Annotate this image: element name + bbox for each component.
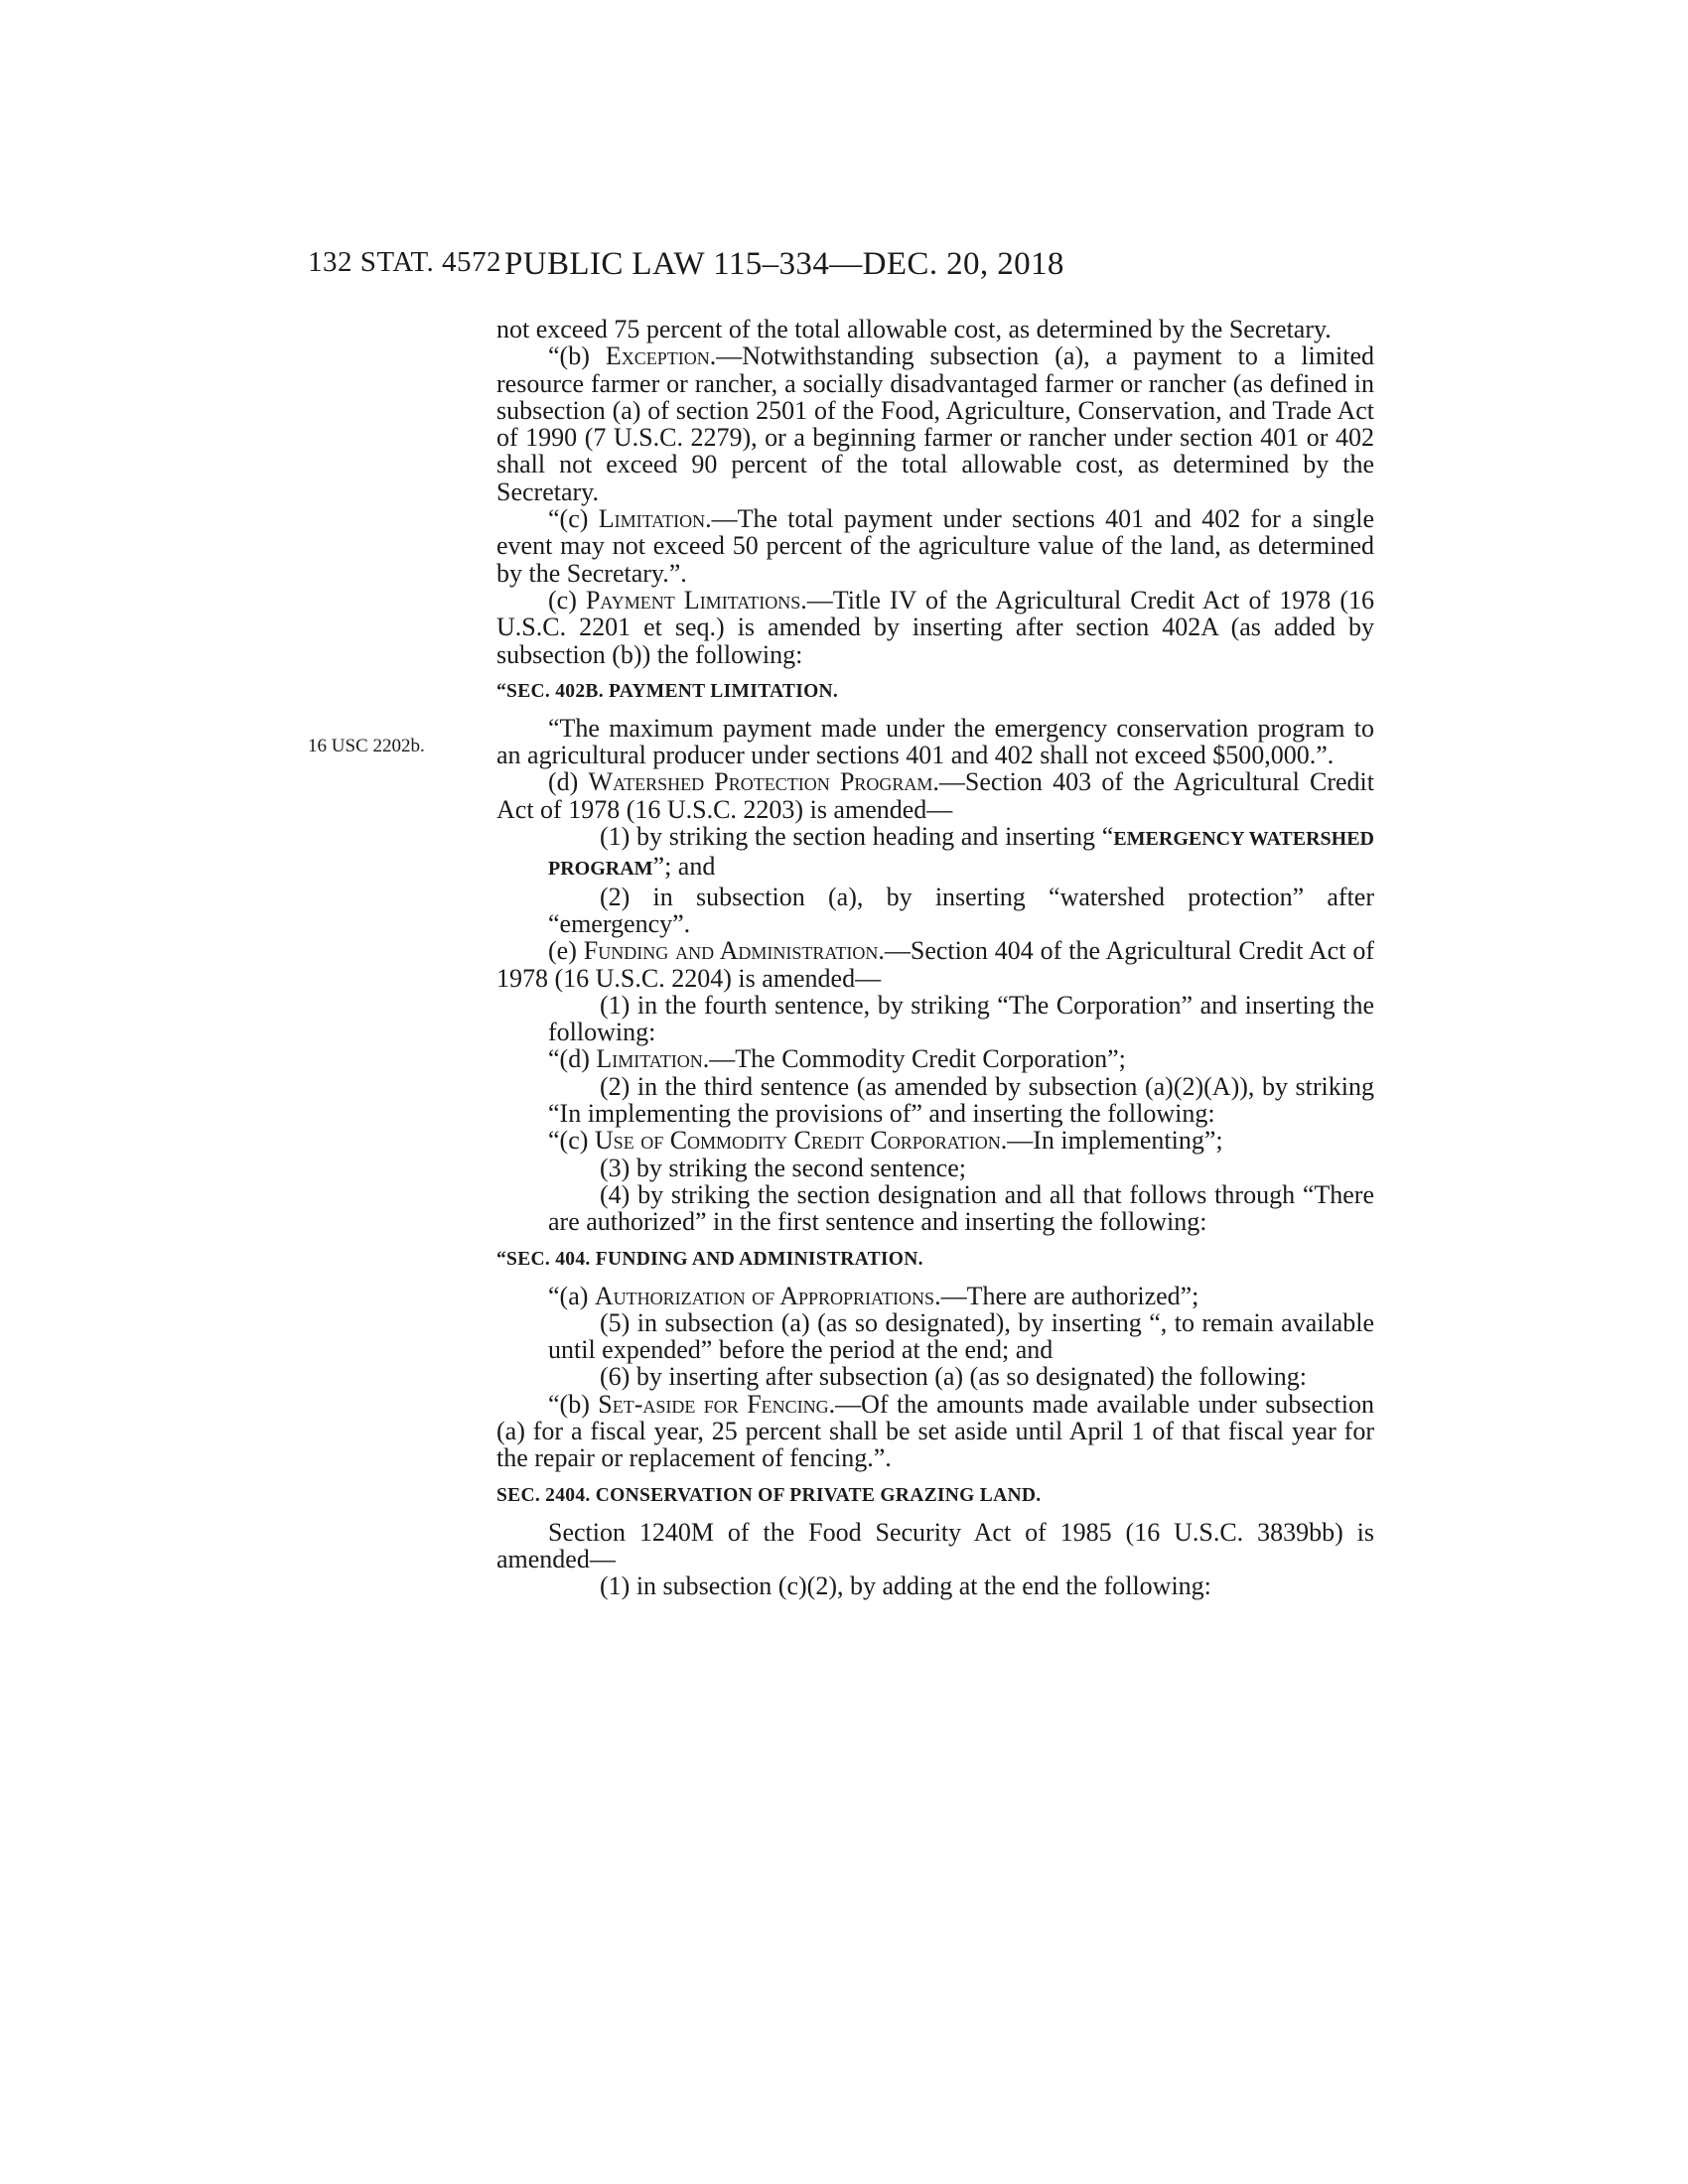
quoted-subsection-c: “(c) Use of Commodity Credit Corporation.—In implementing”; xyxy=(548,1126,1223,1156)
subsection-d-watershed: (d) Watershed Protection Program.—Section 403 of the Agricultural Credit Act of 1978 (16 U.S.C. 2203) is amended— xyxy=(496,767,1374,824)
inserted-heading: EMERGENCY WATERSHED PROGRAM xyxy=(548,828,1375,881)
subsection-heading: Limitation xyxy=(596,1044,703,1074)
subsection-c-limitation: “(c) Limitation.—The total payment under sections 401 and 402 for a single event may not exceed 50 percent of the agriculture value of the land, as determined by the Secretary.”. xyxy=(496,504,1375,588)
subsection-heading: Funding and Administration xyxy=(583,936,879,966)
paragraph-item: (2) in subsection (a), by inserting “watershed protection” after “emergency”. xyxy=(548,882,1374,938)
paragraph-item: (3) by striking the second sentence; xyxy=(600,1153,966,1182)
subsection-e-funding: (e) Funding and Administration.—Section 404 of the Agricultural Credit Act of 1978 (16 U.S.C. 2204) is amended— xyxy=(496,936,1374,993)
section-heading-2404: SEC. 2404. CONSERVATION OF PRIVATE GRAZING LAND. xyxy=(496,1484,1042,1506)
subsection-heading: Exception xyxy=(605,341,710,371)
paragraph-item: (2) in the third sentence (as amended by subsection (a)(2)(A)), by striking “In implementing the provisions of” and inserting the following: xyxy=(548,1071,1374,1129)
subsection-heading: Authorization of Appropriations xyxy=(594,1281,935,1310)
page-header xyxy=(308,246,1390,286)
paragraph: Section 1240M of the Food Security Act of 1985 (16 U.S.C. 3839bb) is amended— xyxy=(496,1517,1374,1573)
paragraph-item: (1) by striking the section heading and inserting “EMERGENCY WATERSHED PROGRAM”; and xyxy=(548,822,1375,882)
subsection-c-payment-limitations: (c) Payment Limitations.—Title IV of the Agricultural Credit Act of 1978 (16 U.S.C. 2201 et seq.) is amended by inserting after section 402A (as added by subsection (b)) the following: xyxy=(496,585,1375,669)
subsection-heading: Payment Limitations xyxy=(585,585,801,614)
section-heading-402b: “SEC. 402B. PAYMENT LIMITATION. xyxy=(496,680,839,702)
quoted-subsection-d: “(d) Limitation.—The Commodity Credit Corporation”; xyxy=(548,1044,1126,1074)
section-heading-404: “SEC. 404. FUNDING AND ADMINISTRATION. xyxy=(496,1248,923,1270)
paragraph-item: (4) by striking the section designation and all that follows through “There are authorized” in the first sentence and inserting the following: xyxy=(548,1179,1374,1237)
subsection-b-exception: “(b) Exception.—Notwithstanding subsection (a), a payment to a limited resource farmer or rancher, a socially disadvantaged farmer or rancher (as defined in subsection (a) of section 2501 of the Food, Agriculture, Conservation, and Trade Act of 1990 (7 U.S.C. 2279), or a beginning farmer or rancher under section 401 or 402 shall not exceed 90 percent of the total allowable cost, as determined by the Secretary. xyxy=(496,341,1374,506)
paragraph-item: (6) by inserting after subsection (a) (as so designated) the following: xyxy=(600,1362,1307,1392)
running-head: PUBLIC LAW 115–334—DEC. 20, 2018 xyxy=(504,246,1064,282)
paragraph-item: (5) in subsection (a) (as so designated), by inserting “, to remain available until expended” before the period at the end; and xyxy=(548,1307,1374,1365)
paragraph-item: (1) in subsection (c)(2), by adding at the end the following: xyxy=(600,1571,1211,1601)
paragraph-item: (1) in the fourth sentence, by striking “The Corporation” and inserting the following: xyxy=(548,990,1374,1047)
subsection-heading: Watershed Protection Program xyxy=(588,767,933,797)
quoted-subsection-b: “(b) Set-aside for Fencing.—Of the amounts made available under subsection (a) for a fiscal year, 25 percent shall be set aside until April 1 of that fiscal year for the repair or replacement of fencing.”. xyxy=(496,1389,1374,1473)
quoted-subsection-a: “(a) Authorization of Appropriations.—There are authorized”; xyxy=(548,1281,1199,1310)
stat-citation: 132 STAT. 4572 xyxy=(308,246,502,278)
subsection-heading: Set-aside for Fencing xyxy=(598,1389,829,1419)
paragraph: “The maximum payment made under the emergency conservation program to an agricultural producer under sections 401 and 402 shall not exceed $500,000.”. xyxy=(496,713,1374,770)
margin-note-usc-citation: 16 USC 2202b. xyxy=(308,736,425,756)
body-text xyxy=(496,316,1374,1599)
subsection-heading: Use of Commodity Credit Corporation xyxy=(594,1126,1001,1156)
subsection-heading: Limitation xyxy=(598,504,706,534)
paragraph: not exceed 75 percent of the total allowable cost, as determined by the Secretary. xyxy=(496,315,1332,343)
